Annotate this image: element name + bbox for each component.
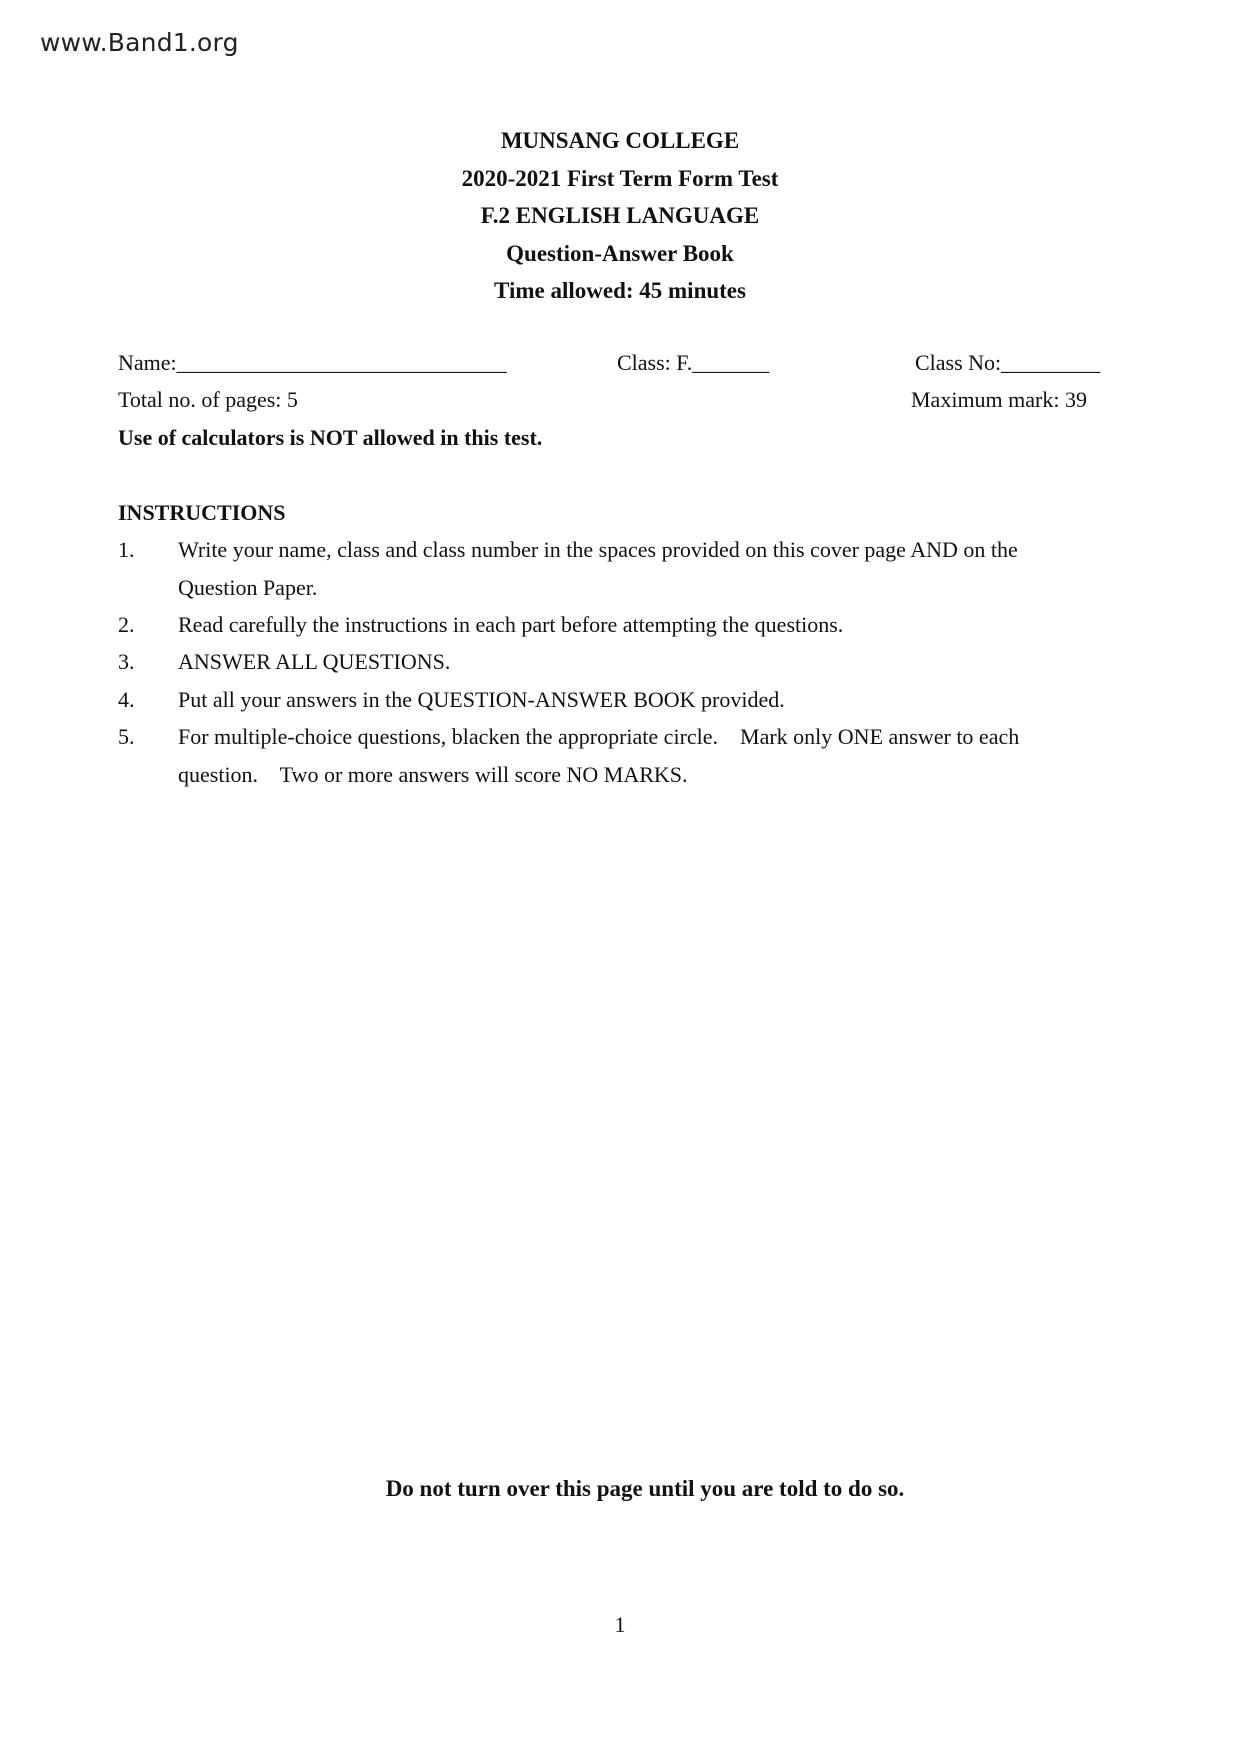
instruction-number: 3. [118,649,135,674]
instructions-heading: INSTRUCTIONS [118,500,286,525]
do-not-turn-over-note: Do not turn over this page until you are told to do so. [385,1476,905,1501]
instruction-text: Read carefully the instructions in each part before attempting the questions. [178,612,844,637]
instruction-number: 1. [118,537,135,562]
total-pages: Total no. of pages: 5 [118,387,298,412]
instruction-text: For multiple-choice questions, blacken the appropriate circle. Mark only ONE answer to each question. Two or more answers will score NO MARKS. [178,724,1020,787]
class-field: Class: F._______ [617,350,770,375]
instruction-item [118,718,1078,793]
document-header [0,122,1240,310]
page-number: 1 [614,1612,626,1637]
exam-title: 2020-2021 First Term Form Test [461,165,779,191]
book-title: Question-Answer Book [506,240,734,266]
watermark-url: www.Band1.org [40,28,239,57]
class-no-field: Class No:_________ [915,350,1101,375]
calculator-note: Use of calculators is NOT allowed in this test. [118,425,543,450]
instruction-text: Write your name, class and class number in the spaces provided on this cover page AND on the Question Paper. [178,537,1018,600]
instruction-item [118,531,1078,606]
instruction-number: 2. [118,612,135,637]
maximum-mark: Maximum mark: 39 [911,387,1087,412]
instruction-item [118,643,1078,681]
subject-title: F.2 ENGLISH LANGUAGE [480,203,760,228]
instruction-item [118,606,1078,644]
instruction-number: 5. [118,724,135,749]
instruction-text: ANSWER ALL QUESTIONS. [178,649,451,674]
instruction-text: Put all your answers in the QUESTION-ANSWER BOOK provided. [178,687,785,712]
instruction-item [118,681,1078,719]
instruction-number: 4. [118,687,135,712]
name-field: Name:______________________________ [118,350,507,375]
school-name: MUNSANG COLLEGE [500,128,740,153]
time-allowed: Time allowed: 45 minutes [494,278,746,303]
